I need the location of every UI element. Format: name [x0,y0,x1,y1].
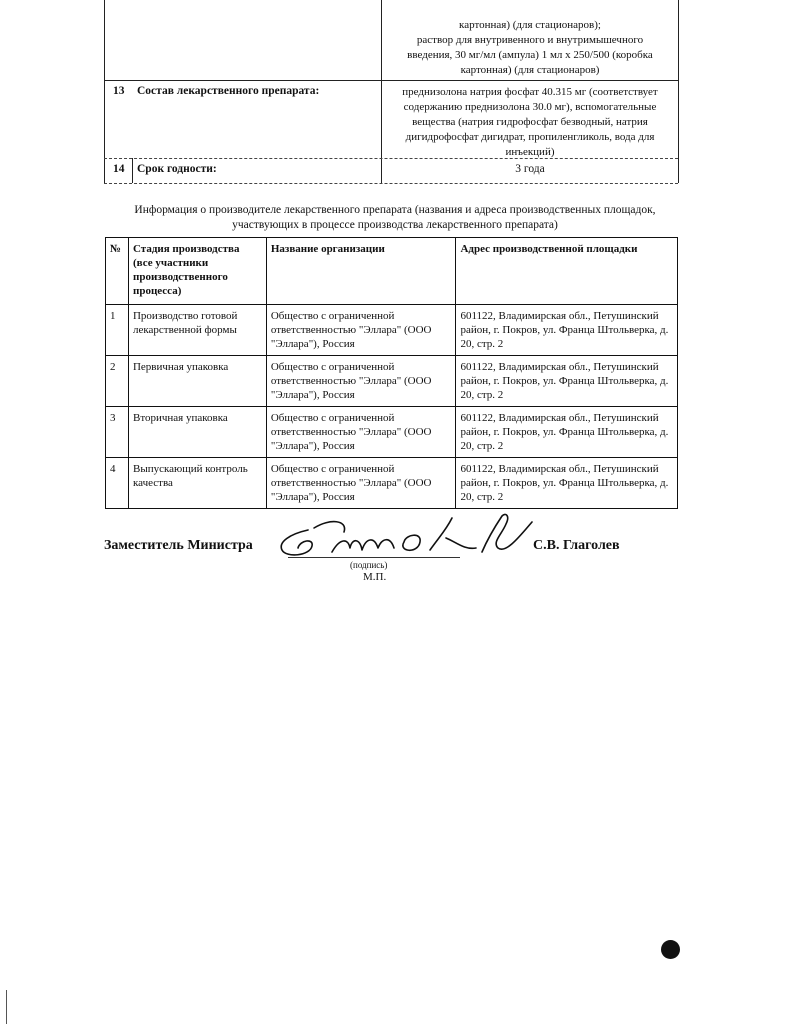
row-org: Общество с ограниченной ответственностью "Эллара" (ООО "Эллара"), Россия [266,407,456,458]
row-num: 4 [106,458,129,509]
row-org: Общество с ограниченной ответственностью "Эллара" (ООО "Эллара"), Россия [266,458,456,509]
table-row [106,305,678,356]
table-row [106,356,678,407]
row-num: 2 [106,356,129,407]
top-table-left-border [104,0,105,183]
row14-bottom-border [104,183,678,184]
row13-value-line-2: содержанию преднизолона 30.0 мг), вспомогательные [403,101,657,113]
partial-dosage-text [385,18,675,78]
table-header-row [106,238,678,305]
table-row [106,458,678,509]
row14-number: 14 [113,163,125,175]
partial-line-2: раствор для внутривенного и внутримышечного [416,34,644,46]
sign-caption: (подпись) [350,560,388,570]
row14-value: 3 года [515,163,545,175]
row13-value-line-3: вещества (натрия гидрофосфат безводный, натрия [412,116,648,128]
top-table-right-border [678,0,679,183]
top-table-mid-border [381,0,382,183]
handwritten-signature [270,508,560,568]
signatory-name: С.В. Глаголев [533,538,620,553]
row14-number-divider [132,158,133,183]
row-stage: Производство готовой лекарственной формы [128,305,266,356]
partial-line-4: картонная) (для стационаров) [460,64,600,76]
row13-value-line-4: дигидрофосфат дигидрат, пропиленгликоль, вода для [405,131,655,143]
row-stage: Первичная упаковка [128,356,266,407]
row14-label: Срок годности: [137,163,217,175]
row13-value-line-1: преднизолона натрия фосфат 40.315 мг (соответствует [402,86,658,98]
row-org: Общество с ограниченной ответственностью "Эллара" (ООО "Эллара"), Россия [266,305,456,356]
signature-underline [288,557,460,558]
partial-line-3: введения, 30 мг/мл (ампула) 1 мл х 250/500 (коробка [407,49,653,61]
header-stage: Стадия производства (все участники производственного процесса) [128,238,266,305]
row13-number: 13 [113,85,125,97]
row-address: 601122, Владимирская обл., Петушинский район, г. Покров, ул. Франца Штольверка, д. 20, стр. 2 [456,458,678,509]
manufacturer-caption [80,203,710,233]
row13-label: Состав лекарственного препарата: [137,85,320,97]
row-org: Общество с ограниченной ответственностью "Эллара" (ООО "Эллара"), Россия [266,356,456,407]
table-row [106,407,678,458]
row-address: 601122, Владимирская обл., Петушинский район, г. Покров, ул. Франца Штольверка, д. 20, стр. 2 [456,356,678,407]
caption-line-1: Информация о производителе лекарственного препарата (названия и адреса производственных площадок, [134,204,656,216]
scan-dot [661,940,680,959]
row13-top-border [104,80,678,81]
scan-edge-line [6,990,7,1024]
row13-value [385,85,675,160]
row-num: 1 [106,305,129,356]
header-address: Адрес производственной площадки [456,238,678,305]
caption-line-2: участвующих в процессе производства лекарственного препарата) [232,219,558,231]
header-org: Название организации [266,238,456,305]
row-num: 3 [106,407,129,458]
header-num: № [106,238,129,305]
row-stage: Вторичная упаковка [128,407,266,458]
row-address: 601122, Владимирская обл., Петушинский район, г. Покров, ул. Франца Штольверка, д. 20, стр. 2 [456,305,678,356]
row13-value-line-5: инъекций) [505,146,555,158]
row-stage: Выпускающий контроль качества [128,458,266,509]
signatory-title: Заместитель Министра [104,538,253,553]
stamp-caption: М.П. [363,571,387,583]
row-address: 601122, Владимирская обл., Петушинский район, г. Покров, ул. Франца Штольверка, д. 20, стр. 2 [456,407,678,458]
partial-line-1: картонная) (для стационаров); [459,19,601,31]
row14-top-border [104,158,678,159]
manufacturer-table [105,237,678,509]
